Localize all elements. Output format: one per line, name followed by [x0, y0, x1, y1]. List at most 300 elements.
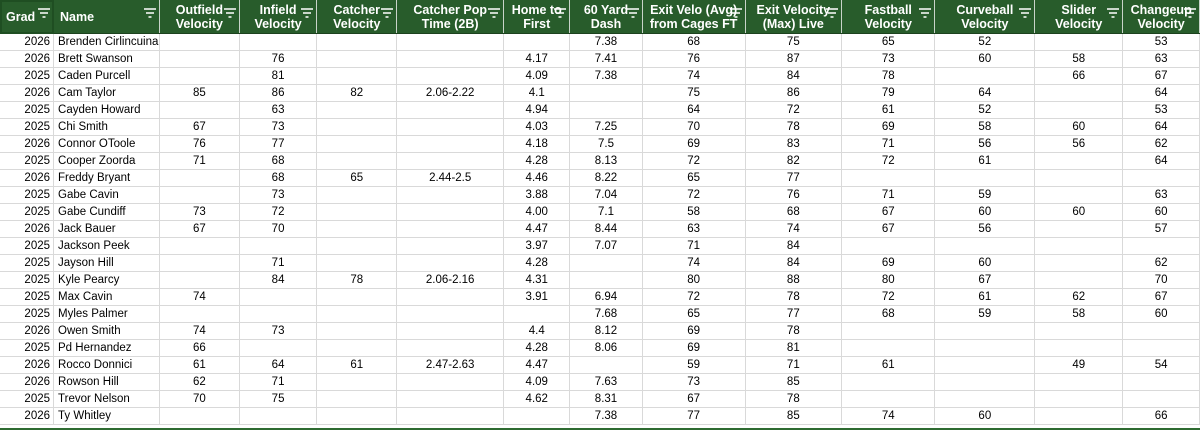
column-header-fastball-velocity[interactable]: [842, 0, 935, 34]
cell-exit-velocity-max[interactable]: 85: [745, 408, 842, 425]
column-header-catcher-velocity[interactable]: [317, 0, 397, 34]
cell-catcher-pop-time[interactable]: [397, 153, 504, 170]
cell-changeup-velocity[interactable]: 60: [1123, 204, 1200, 221]
cell-curveball-velocity[interactable]: 58: [935, 119, 1035, 136]
cell-infield-velocity[interactable]: 68: [239, 170, 317, 187]
cell-infield-velocity[interactable]: 77: [239, 136, 317, 153]
cell-exit-velo-avg[interactable]: 69: [642, 136, 745, 153]
cell-infield-velocity[interactable]: 86: [239, 85, 317, 102]
cell-outfield-velocity[interactable]: [160, 34, 240, 51]
cell-fastball-velocity[interactable]: 65: [842, 34, 935, 51]
cell-sixty-yard-dash[interactable]: 7.07: [570, 238, 642, 255]
cell-fastball-velocity[interactable]: 72: [842, 289, 935, 306]
cell-infield-velocity[interactable]: 64: [239, 357, 317, 374]
cell-changeup-velocity[interactable]: [1123, 323, 1200, 340]
cell-name[interactable]: Kyle Pearcy: [54, 272, 160, 289]
cell-changeup-velocity[interactable]: [1123, 238, 1200, 255]
cell-catcher-velocity[interactable]: [317, 51, 397, 68]
cell-fastball-velocity[interactable]: 68: [842, 306, 935, 323]
cell-fastball-velocity[interactable]: 79: [842, 85, 935, 102]
cell-slider-velocity[interactable]: [1035, 85, 1123, 102]
cell-curveball-velocity[interactable]: 67: [935, 272, 1035, 289]
cell-curveball-velocity[interactable]: [935, 391, 1035, 408]
cell-name[interactable]: Chi Smith: [54, 119, 160, 136]
filter-icon[interactable]: [381, 8, 393, 18]
cell-name[interactable]: Freddy Bryant: [54, 170, 160, 187]
cell-slider-velocity[interactable]: [1035, 391, 1123, 408]
cell-home-to-first[interactable]: 4.28: [504, 255, 570, 272]
cell-infield-velocity[interactable]: 73: [239, 187, 317, 204]
cell-exit-velocity-max[interactable]: 77: [745, 170, 842, 187]
cell-catcher-velocity[interactable]: [317, 255, 397, 272]
cell-exit-velo-avg[interactable]: 68: [642, 34, 745, 51]
cell-curveball-velocity[interactable]: 59: [935, 187, 1035, 204]
cell-outfield-velocity[interactable]: 74: [160, 323, 240, 340]
cell-sixty-yard-dash[interactable]: 7.41: [570, 51, 642, 68]
cell-infield-velocity[interactable]: 72: [239, 204, 317, 221]
cell-home-to-first[interactable]: 3.88: [504, 187, 570, 204]
cell-curveball-velocity[interactable]: 52: [935, 34, 1035, 51]
cell-grad[interactable]: 2025: [0, 255, 54, 272]
cell-fastball-velocity[interactable]: [842, 374, 935, 391]
cell-slider-velocity[interactable]: 60: [1035, 119, 1123, 136]
cell-exit-velo-avg[interactable]: 67: [642, 391, 745, 408]
cell-name[interactable]: Gabe Cundiff: [54, 204, 160, 221]
cell-catcher-velocity[interactable]: [317, 408, 397, 425]
cell-home-to-first[interactable]: 4.4: [504, 323, 570, 340]
cell-catcher-pop-time[interactable]: 2.06-2.22: [397, 85, 504, 102]
cell-fastball-velocity[interactable]: 69: [842, 119, 935, 136]
cell-home-to-first[interactable]: 4.17: [504, 51, 570, 68]
cell-catcher-pop-time[interactable]: 2.06-2.16: [397, 272, 504, 289]
cell-sixty-yard-dash[interactable]: 7.04: [570, 187, 642, 204]
cell-exit-velo-avg[interactable]: 71: [642, 238, 745, 255]
cell-home-to-first[interactable]: 4.00: [504, 204, 570, 221]
cell-catcher-pop-time[interactable]: [397, 408, 504, 425]
cell-exit-velo-avg[interactable]: 74: [642, 68, 745, 85]
filter-icon[interactable]: [826, 8, 838, 18]
cell-changeup-velocity[interactable]: 66: [1123, 408, 1200, 425]
cell-infield-velocity[interactable]: 63: [239, 102, 317, 119]
cell-grad[interactable]: 2026: [0, 34, 54, 51]
cell-exit-velo-avg[interactable]: 58: [642, 204, 745, 221]
cell-exit-velocity-max[interactable]: 72: [745, 102, 842, 119]
column-header-outfield-velocity[interactable]: [160, 0, 240, 34]
cell-infield-velocity[interactable]: 73: [239, 119, 317, 136]
cell-sixty-yard-dash[interactable]: 8.12: [570, 323, 642, 340]
cell-exit-velo-avg[interactable]: 65: [642, 306, 745, 323]
cell-name[interactable]: Gabe Cavin: [54, 187, 160, 204]
cell-changeup-velocity[interactable]: [1123, 170, 1200, 187]
cell-exit-velocity-max[interactable]: 88: [745, 272, 842, 289]
cell-outfield-velocity[interactable]: 74: [160, 289, 240, 306]
filter-icon[interactable]: [1019, 8, 1031, 18]
cell-catcher-pop-time[interactable]: 2.44-2.5: [397, 170, 504, 187]
cell-grad[interactable]: 2026: [0, 221, 54, 238]
cell-exit-velocity-max[interactable]: 68: [745, 204, 842, 221]
cell-fastball-velocity[interactable]: 73: [842, 51, 935, 68]
cell-fastball-velocity[interactable]: 72: [842, 153, 935, 170]
cell-curveball-velocity[interactable]: [935, 340, 1035, 357]
cell-outfield-velocity[interactable]: [160, 68, 240, 85]
cell-home-to-first[interactable]: 4.46: [504, 170, 570, 187]
cell-catcher-velocity[interactable]: 65: [317, 170, 397, 187]
cell-catcher-velocity[interactable]: [317, 340, 397, 357]
cell-name[interactable]: Trevor Nelson: [54, 391, 160, 408]
column-header-slider-velocity[interactable]: [1035, 0, 1123, 34]
cell-infield-velocity[interactable]: 76: [239, 51, 317, 68]
cell-slider-velocity[interactable]: 60: [1035, 204, 1123, 221]
filter-icon[interactable]: [1184, 8, 1196, 18]
cell-infield-velocity[interactable]: 70: [239, 221, 317, 238]
cell-exit-velo-avg[interactable]: 72: [642, 187, 745, 204]
cell-sixty-yard-dash[interactable]: [570, 102, 642, 119]
cell-exit-velo-avg[interactable]: 73: [642, 374, 745, 391]
cell-slider-velocity[interactable]: [1035, 170, 1123, 187]
cell-grad[interactable]: 2025: [0, 204, 54, 221]
cell-slider-velocity[interactable]: 62: [1035, 289, 1123, 306]
column-header-exit-velocity-max[interactable]: [745, 0, 842, 34]
cell-slider-velocity[interactable]: 58: [1035, 306, 1123, 323]
cell-catcher-pop-time[interactable]: 2.47-2.63: [397, 357, 504, 374]
cell-catcher-pop-time[interactable]: [397, 119, 504, 136]
cell-catcher-velocity[interactable]: [317, 306, 397, 323]
cell-catcher-pop-time[interactable]: [397, 102, 504, 119]
cell-curveball-velocity[interactable]: [935, 374, 1035, 391]
cell-slider-velocity[interactable]: [1035, 153, 1123, 170]
cell-infield-velocity[interactable]: 84: [239, 272, 317, 289]
cell-outfield-velocity[interactable]: 66: [160, 340, 240, 357]
cell-name[interactable]: Brenden Cirlincuina: [54, 34, 160, 51]
cell-grad[interactable]: 2026: [0, 323, 54, 340]
cell-grad[interactable]: 2025: [0, 187, 54, 204]
cell-name[interactable]: Cooper Zoorda: [54, 153, 160, 170]
cell-outfield-velocity[interactable]: [160, 187, 240, 204]
column-header-changeup-velocity[interactable]: [1123, 0, 1200, 34]
cell-home-to-first[interactable]: 4.09: [504, 374, 570, 391]
cell-sixty-yard-dash[interactable]: 7.38: [570, 68, 642, 85]
cell-grad[interactable]: 2025: [0, 153, 54, 170]
cell-infield-velocity[interactable]: 73: [239, 323, 317, 340]
cell-catcher-pop-time[interactable]: [397, 51, 504, 68]
column-header-infield-velocity[interactable]: [239, 0, 317, 34]
cell-catcher-velocity[interactable]: [317, 153, 397, 170]
cell-curveball-velocity[interactable]: 56: [935, 136, 1035, 153]
cell-exit-velocity-max[interactable]: 84: [745, 68, 842, 85]
cell-sixty-yard-dash[interactable]: 7.38: [570, 34, 642, 51]
cell-catcher-pop-time[interactable]: [397, 289, 504, 306]
cell-fastball-velocity[interactable]: 71: [842, 187, 935, 204]
cell-slider-velocity[interactable]: [1035, 34, 1123, 51]
cell-name[interactable]: Pd Hernandez: [54, 340, 160, 357]
cell-slider-velocity[interactable]: 58: [1035, 51, 1123, 68]
cell-exit-velo-avg[interactable]: 72: [642, 289, 745, 306]
cell-infield-velocity[interactable]: [239, 289, 317, 306]
cell-grad[interactable]: 2025: [0, 340, 54, 357]
cell-catcher-pop-time[interactable]: [397, 323, 504, 340]
cell-exit-velocity-max[interactable]: 71: [745, 357, 842, 374]
cell-catcher-velocity[interactable]: 61: [317, 357, 397, 374]
cell-slider-velocity[interactable]: [1035, 255, 1123, 272]
cell-sixty-yard-dash[interactable]: 8.31: [570, 391, 642, 408]
cell-catcher-velocity[interactable]: [317, 102, 397, 119]
cell-name[interactable]: Rocco Donnici: [54, 357, 160, 374]
cell-grad[interactable]: 2025: [0, 391, 54, 408]
cell-outfield-velocity[interactable]: 71: [160, 153, 240, 170]
cell-sixty-yard-dash[interactable]: [570, 255, 642, 272]
cell-outfield-velocity[interactable]: [160, 170, 240, 187]
cell-fastball-velocity[interactable]: 69: [842, 255, 935, 272]
cell-exit-velo-avg[interactable]: 74: [642, 255, 745, 272]
cell-fastball-velocity[interactable]: 80: [842, 272, 935, 289]
cell-name[interactable]: Cam Taylor: [54, 85, 160, 102]
cell-slider-velocity[interactable]: 66: [1035, 68, 1123, 85]
filter-icon[interactable]: [627, 8, 639, 18]
cell-name[interactable]: Jackson Peek: [54, 238, 160, 255]
cell-name[interactable]: Cayden Howard: [54, 102, 160, 119]
cell-slider-velocity[interactable]: [1035, 221, 1123, 238]
cell-exit-velo-avg[interactable]: 75: [642, 85, 745, 102]
filter-icon[interactable]: [301, 8, 313, 18]
cell-exit-velocity-max[interactable]: 82: [745, 153, 842, 170]
cell-catcher-velocity[interactable]: [317, 34, 397, 51]
cell-outfield-velocity[interactable]: 67: [160, 221, 240, 238]
column-header-curveball-velocity[interactable]: [935, 0, 1035, 34]
cell-exit-velocity-max[interactable]: 78: [745, 119, 842, 136]
column-header-sixty-yard-dash[interactable]: [570, 0, 642, 34]
cell-home-to-first[interactable]: 4.09: [504, 68, 570, 85]
cell-outfield-velocity[interactable]: 70: [160, 391, 240, 408]
cell-name[interactable]: Myles Palmer: [54, 306, 160, 323]
cell-fastball-velocity[interactable]: 67: [842, 204, 935, 221]
column-header-grad[interactable]: [0, 0, 54, 34]
cell-exit-velo-avg[interactable]: 72: [642, 153, 745, 170]
filter-icon[interactable]: [554, 8, 566, 18]
column-header-home-to-first[interactable]: [504, 0, 570, 34]
cell-grad[interactable]: 2025: [0, 306, 54, 323]
cell-slider-velocity[interactable]: [1035, 102, 1123, 119]
cell-home-to-first[interactable]: 4.03: [504, 119, 570, 136]
cell-exit-velo-avg[interactable]: 69: [642, 340, 745, 357]
cell-changeup-velocity[interactable]: [1123, 374, 1200, 391]
cell-name[interactable]: Ty Whitley: [54, 408, 160, 425]
cell-home-to-first[interactable]: 4.31: [504, 272, 570, 289]
cell-sixty-yard-dash[interactable]: 6.94: [570, 289, 642, 306]
cell-exit-velocity-max[interactable]: 78: [745, 391, 842, 408]
cell-sixty-yard-dash[interactable]: 8.13: [570, 153, 642, 170]
cell-outfield-velocity[interactable]: 61: [160, 357, 240, 374]
cell-catcher-velocity[interactable]: 78: [317, 272, 397, 289]
cell-curveball-velocity[interactable]: 60: [935, 204, 1035, 221]
cell-curveball-velocity[interactable]: 59: [935, 306, 1035, 323]
cell-curveball-velocity[interactable]: 64: [935, 85, 1035, 102]
cell-catcher-pop-time[interactable]: [397, 374, 504, 391]
cell-exit-velocity-max[interactable]: 84: [745, 255, 842, 272]
cell-grad[interactable]: 2025: [0, 289, 54, 306]
cell-exit-velo-avg[interactable]: 59: [642, 357, 745, 374]
cell-catcher-pop-time[interactable]: [397, 68, 504, 85]
cell-name[interactable]: Caden Purcell: [54, 68, 160, 85]
cell-catcher-velocity[interactable]: 82: [317, 85, 397, 102]
cell-exit-velo-avg[interactable]: 64: [642, 102, 745, 119]
cell-exit-velo-avg[interactable]: 80: [642, 272, 745, 289]
cell-curveball-velocity[interactable]: [935, 68, 1035, 85]
cell-grad[interactable]: 2026: [0, 136, 54, 153]
cell-catcher-velocity[interactable]: [317, 187, 397, 204]
cell-catcher-velocity[interactable]: [317, 238, 397, 255]
cell-infield-velocity[interactable]: 75: [239, 391, 317, 408]
cell-curveball-velocity[interactable]: [935, 357, 1035, 374]
cell-catcher-pop-time[interactable]: [397, 136, 504, 153]
cell-catcher-velocity[interactable]: [317, 323, 397, 340]
filter-icon[interactable]: [730, 8, 742, 18]
cell-exit-velo-avg[interactable]: 77: [642, 408, 745, 425]
cell-home-to-first[interactable]: 3.97: [504, 238, 570, 255]
cell-catcher-velocity[interactable]: [317, 119, 397, 136]
cell-outfield-velocity[interactable]: [160, 255, 240, 272]
cell-home-to-first[interactable]: 4.18: [504, 136, 570, 153]
cell-fastball-velocity[interactable]: 67: [842, 221, 935, 238]
cell-name[interactable]: Jack Bauer: [54, 221, 160, 238]
cell-outfield-velocity[interactable]: 76: [160, 136, 240, 153]
cell-home-to-first[interactable]: 3.91: [504, 289, 570, 306]
cell-changeup-velocity[interactable]: 64: [1123, 153, 1200, 170]
cell-slider-velocity[interactable]: 56: [1035, 136, 1123, 153]
cell-exit-velocity-max[interactable]: 78: [745, 323, 842, 340]
filter-icon[interactable]: [919, 8, 931, 18]
filter-icon[interactable]: [144, 8, 156, 18]
cell-name[interactable]: Max Cavin: [54, 289, 160, 306]
cell-grad[interactable]: 2026: [0, 170, 54, 187]
cell-changeup-velocity[interactable]: [1123, 340, 1200, 357]
cell-sixty-yard-dash[interactable]: 7.68: [570, 306, 642, 323]
cell-grad[interactable]: 2026: [0, 51, 54, 68]
cell-catcher-pop-time[interactable]: [397, 255, 504, 272]
cell-exit-velocity-max[interactable]: 76: [745, 187, 842, 204]
cell-infield-velocity[interactable]: [239, 306, 317, 323]
cell-name[interactable]: Owen Smith: [54, 323, 160, 340]
cell-infield-velocity[interactable]: 68: [239, 153, 317, 170]
cell-catcher-pop-time[interactable]: [397, 391, 504, 408]
cell-catcher-velocity[interactable]: [317, 374, 397, 391]
cell-sixty-yard-dash[interactable]: 8.06: [570, 340, 642, 357]
cell-slider-velocity[interactable]: [1035, 408, 1123, 425]
cell-curveball-velocity[interactable]: 60: [935, 51, 1035, 68]
cell-fastball-velocity[interactable]: 74: [842, 408, 935, 425]
filter-icon[interactable]: [1107, 8, 1119, 18]
cell-grad[interactable]: 2025: [0, 238, 54, 255]
cell-fastball-velocity[interactable]: [842, 340, 935, 357]
cell-sixty-yard-dash[interactable]: 7.5: [570, 136, 642, 153]
cell-curveball-velocity[interactable]: [935, 238, 1035, 255]
cell-sixty-yard-dash[interactable]: 7.25: [570, 119, 642, 136]
cell-name[interactable]: Connor OToole: [54, 136, 160, 153]
cell-outfield-velocity[interactable]: 62: [160, 374, 240, 391]
cell-catcher-pop-time[interactable]: [397, 187, 504, 204]
cell-changeup-velocity[interactable]: 64: [1123, 119, 1200, 136]
cell-curveball-velocity[interactable]: 52: [935, 102, 1035, 119]
cell-slider-velocity[interactable]: [1035, 187, 1123, 204]
cell-grad[interactable]: 2026: [0, 357, 54, 374]
cell-changeup-velocity[interactable]: 67: [1123, 289, 1200, 306]
cell-infield-velocity[interactable]: [239, 408, 317, 425]
cell-infield-velocity[interactable]: [239, 238, 317, 255]
cell-exit-velo-avg[interactable]: 69: [642, 323, 745, 340]
cell-outfield-velocity[interactable]: [160, 408, 240, 425]
cell-name[interactable]: Rowson Hill: [54, 374, 160, 391]
cell-slider-velocity[interactable]: 49: [1035, 357, 1123, 374]
cell-changeup-velocity[interactable]: 60: [1123, 306, 1200, 323]
cell-name[interactable]: Brett Swanson: [54, 51, 160, 68]
cell-exit-velocity-max[interactable]: 84: [745, 238, 842, 255]
cell-outfield-velocity[interactable]: 85: [160, 85, 240, 102]
cell-changeup-velocity[interactable]: 53: [1123, 34, 1200, 51]
cell-catcher-pop-time[interactable]: [397, 221, 504, 238]
cell-home-to-first[interactable]: [504, 34, 570, 51]
cell-catcher-velocity[interactable]: [317, 68, 397, 85]
cell-outfield-velocity[interactable]: [160, 238, 240, 255]
cell-slider-velocity[interactable]: [1035, 272, 1123, 289]
cell-home-to-first[interactable]: 4.28: [504, 340, 570, 357]
cell-home-to-first[interactable]: 4.62: [504, 391, 570, 408]
cell-exit-velocity-max[interactable]: 74: [745, 221, 842, 238]
cell-curveball-velocity[interactable]: 56: [935, 221, 1035, 238]
cell-sixty-yard-dash[interactable]: [570, 357, 642, 374]
cell-infield-velocity[interactable]: [239, 340, 317, 357]
cell-catcher-pop-time[interactable]: [397, 306, 504, 323]
cell-outfield-velocity[interactable]: [160, 102, 240, 119]
cell-catcher-velocity[interactable]: [317, 391, 397, 408]
cell-catcher-velocity[interactable]: [317, 221, 397, 238]
cell-curveball-velocity[interactable]: [935, 323, 1035, 340]
cell-fastball-velocity[interactable]: [842, 170, 935, 187]
cell-infield-velocity[interactable]: 81: [239, 68, 317, 85]
cell-outfield-velocity[interactable]: [160, 306, 240, 323]
cell-curveball-velocity[interactable]: 60: [935, 408, 1035, 425]
cell-fastball-velocity[interactable]: [842, 391, 935, 408]
cell-home-to-first[interactable]: [504, 306, 570, 323]
cell-changeup-velocity[interactable]: 70: [1123, 272, 1200, 289]
cell-exit-velocity-max[interactable]: 83: [745, 136, 842, 153]
cell-catcher-velocity[interactable]: [317, 136, 397, 153]
column-header-exit-velo-avg[interactable]: [642, 0, 745, 34]
cell-exit-velo-avg[interactable]: 65: [642, 170, 745, 187]
cell-exit-velocity-max[interactable]: 87: [745, 51, 842, 68]
cell-exit-velo-avg[interactable]: 70: [642, 119, 745, 136]
cell-home-to-first[interactable]: 4.47: [504, 357, 570, 374]
column-header-catcher-pop-time[interactable]: [397, 0, 504, 34]
filter-icon[interactable]: [224, 8, 236, 18]
cell-grad[interactable]: 2026: [0, 374, 54, 391]
cell-slider-velocity[interactable]: [1035, 374, 1123, 391]
cell-sixty-yard-dash[interactable]: 7.1: [570, 204, 642, 221]
cell-catcher-pop-time[interactable]: [397, 34, 504, 51]
cell-outfield-velocity[interactable]: 73: [160, 204, 240, 221]
cell-catcher-velocity[interactable]: [317, 289, 397, 306]
cell-slider-velocity[interactable]: [1035, 340, 1123, 357]
cell-exit-velocity-max[interactable]: 78: [745, 289, 842, 306]
cell-grad[interactable]: 2025: [0, 272, 54, 289]
cell-infield-velocity[interactable]: 71: [239, 255, 317, 272]
cell-home-to-first[interactable]: [504, 408, 570, 425]
cell-outfield-velocity[interactable]: 67: [160, 119, 240, 136]
cell-home-to-first[interactable]: 4.1: [504, 85, 570, 102]
cell-exit-velocity-max[interactable]: 86: [745, 85, 842, 102]
cell-home-to-first[interactable]: 4.28: [504, 153, 570, 170]
filter-icon[interactable]: [488, 8, 500, 18]
cell-outfield-velocity[interactable]: [160, 272, 240, 289]
cell-grad[interactable]: 2025: [0, 119, 54, 136]
